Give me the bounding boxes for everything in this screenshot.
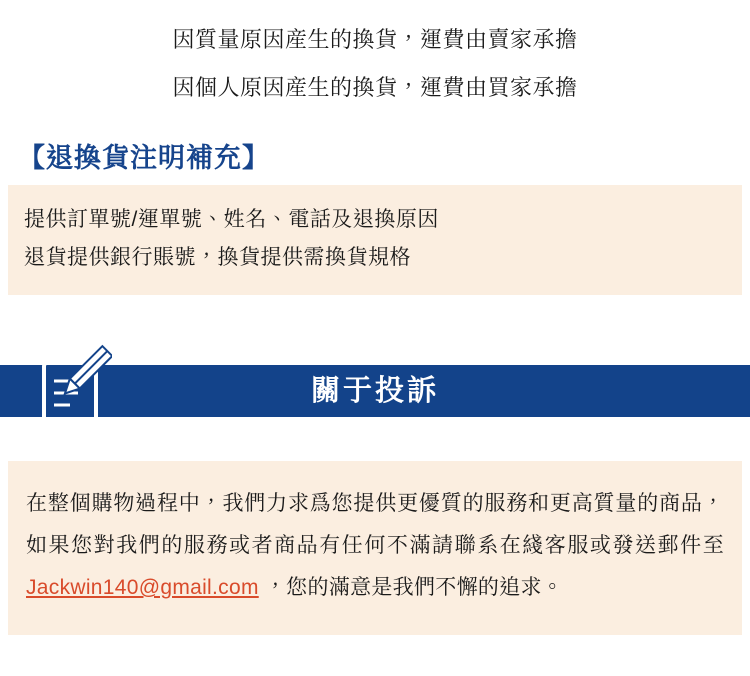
pencil-note-icon <box>38 343 112 429</box>
support-email-link[interactable]: Jackwin140@gmail.com <box>26 576 259 599</box>
complaint-body-prefix: 在整個購物過程中，我們力求爲您提供更優質的服務和更高質量的商品，如果您對我們的服務或者商品有任何不滿請聯系在綫客服或發送郵件至 <box>26 492 724 557</box>
policy-line: 因質量原因産生的換貨，運費由賣家承擔 <box>172 27 578 52</box>
returns-note-block <box>8 185 742 295</box>
returns-note-heading: 【退換貨注明補充】 <box>18 143 270 173</box>
policy-line: 因個人原因産生的換貨，運費由買家承擔 <box>172 75 578 100</box>
complaint-body-block <box>8 461 742 635</box>
banner-title: 關于投訴 <box>310 375 439 407</box>
shipping-policy-section <box>0 0 750 112</box>
returns-note-line: 提供訂單號/運單號、姓名、電話及退換原因 <box>24 208 439 231</box>
complaint-body-suffix: ，您的滿意是我們不懈的追求。 <box>258 576 564 599</box>
returns-note-line: 退貨提供銀行賬號，換貨提供需換貨規格 <box>24 246 411 269</box>
complaint-body-text <box>26 483 724 609</box>
complaint-banner <box>0 343 750 429</box>
